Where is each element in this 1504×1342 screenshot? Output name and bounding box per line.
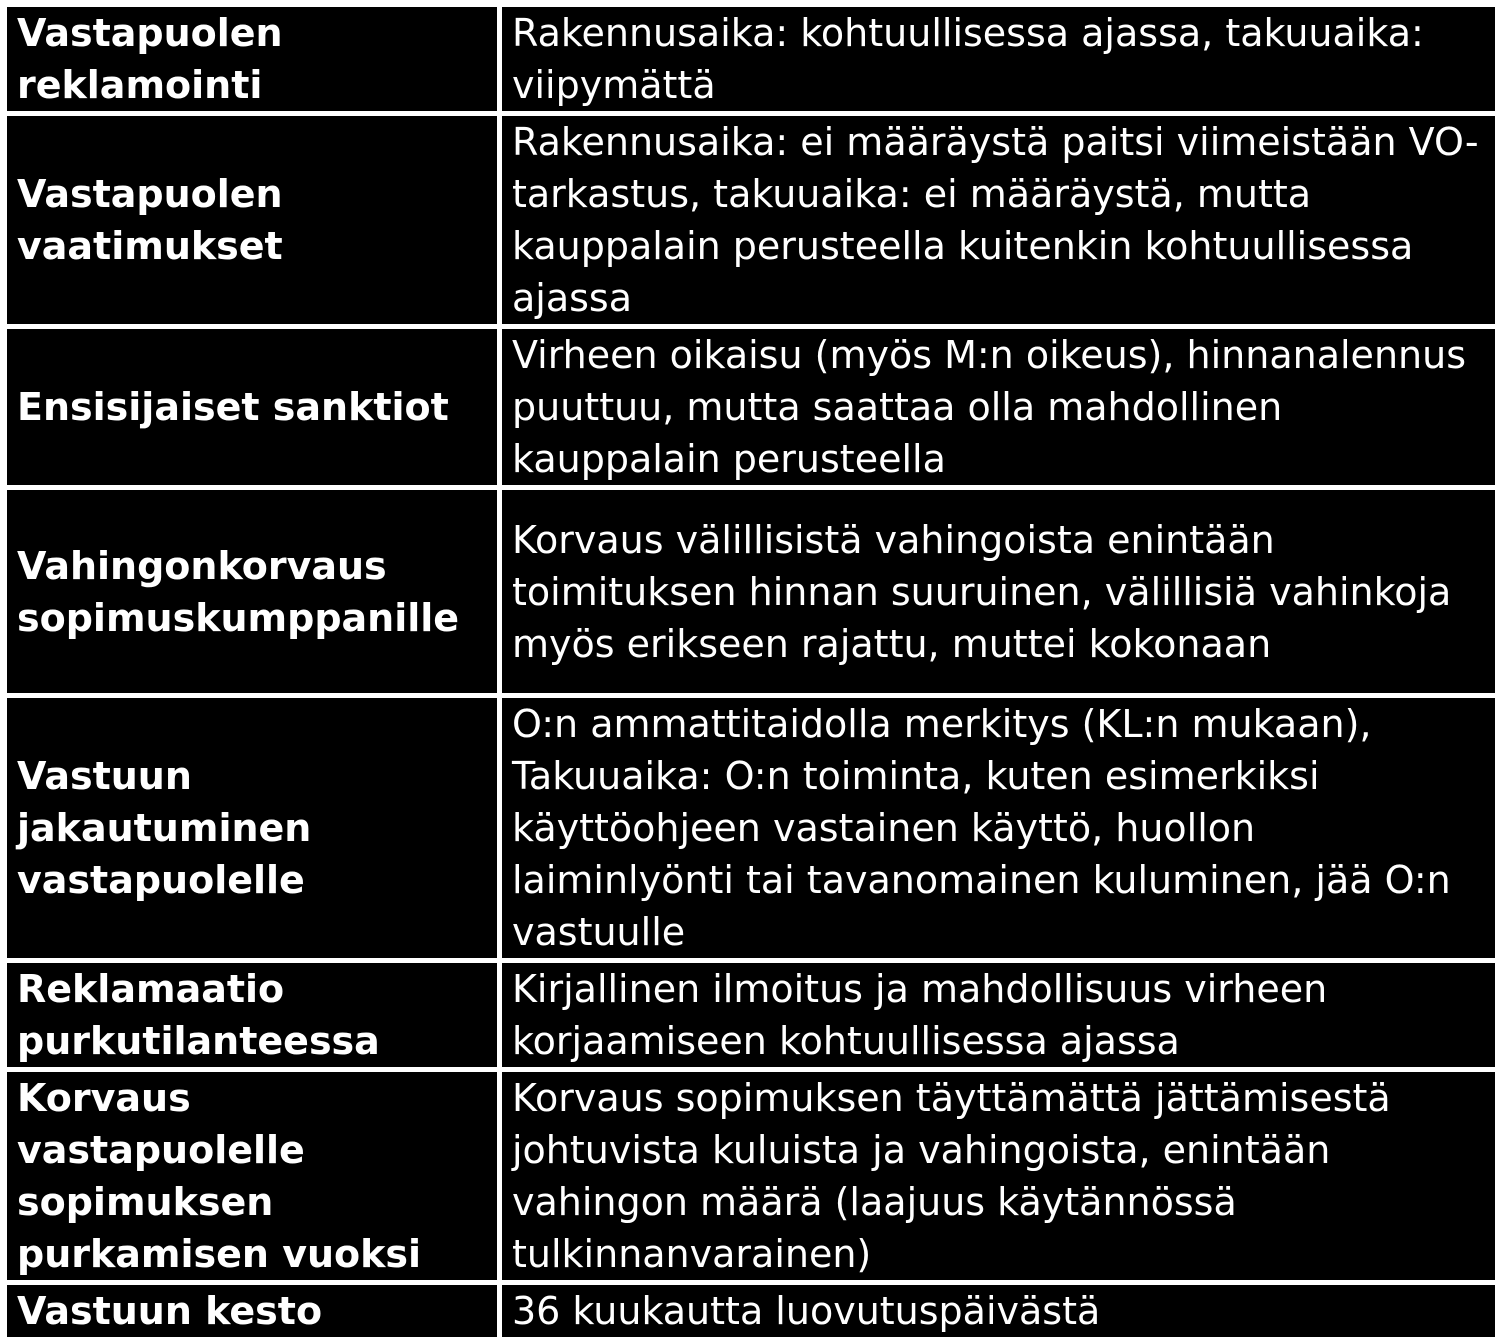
row-value: Kirjallinen ilmoitus ja mahdollisuus virheen korjaamiseen kohtuullisessa ajassa bbox=[500, 961, 1498, 1070]
table-row bbox=[5, 1070, 1498, 1283]
row-value: Rakennusaika: kohtuullisessa ajassa, takuuaika: viipymättä bbox=[500, 5, 1498, 114]
table-row bbox=[5, 114, 1498, 327]
row-label: Korvaus vastapuolelle sopimuksen purkamisen vuoksi bbox=[5, 1070, 500, 1283]
row-label: Ensisijaiset sanktiot bbox=[5, 327, 500, 488]
table-row bbox=[5, 327, 1498, 488]
row-label: Reklamaatio purkutilanteessa bbox=[5, 961, 500, 1070]
table-row bbox=[5, 5, 1498, 114]
row-value: Virheen oikaisu (myös M:n oikeus), hinnanalennus puuttuu, mutta saattaa olla mahdollinen kauppalain perusteella bbox=[500, 327, 1498, 488]
row-value: Korvaus välillisistä vahingoista enintään toimituksen hinnan suuruinen, välillisiä vahinkoja myös erikseen rajattu, muttei kokonaan bbox=[500, 488, 1498, 696]
table-row bbox=[5, 961, 1498, 1070]
table-row bbox=[5, 696, 1498, 961]
row-value: Korvaus sopimuksen täyttämättä jättämisestä johtuvista kuluista ja vahingoista, enintään vahingon määrä (laajuus käytännössä tulkinnanvarainen) bbox=[500, 1070, 1498, 1283]
row-label: Vastapuolen reklamointi bbox=[5, 5, 500, 114]
row-value: O:n ammattitaidolla merkitys (KL:n mukaan), Takuuaika: O:n toiminta, kuten esimerkiksi käyttöohjeen vastainen käyttö, huollon laiminlyönti tai tavanomainen kuluminen, jää O:n vastuulle bbox=[500, 696, 1498, 961]
row-label: Vastuun jakautuminen vastapuolelle bbox=[5, 696, 500, 961]
row-label: Vahingonkorvaus sopimuskumppanille bbox=[5, 488, 500, 696]
row-value: 36 kuukautta luovutuspäivästä bbox=[500, 1283, 1498, 1340]
table-row bbox=[5, 1283, 1498, 1340]
terms-table bbox=[2, 2, 1500, 1342]
row-label: Vastuun kesto bbox=[5, 1283, 500, 1340]
table-row bbox=[5, 488, 1498, 696]
row-value: Rakennusaika: ei määräystä paitsi viimeistään VO-tarkastus, takuuaika: ei määräystä, mutta kauppalain perusteella kuitenkin kohtuullisessa ajassa bbox=[500, 114, 1498, 327]
row-label: Vastapuolen vaatimukset bbox=[5, 114, 500, 327]
